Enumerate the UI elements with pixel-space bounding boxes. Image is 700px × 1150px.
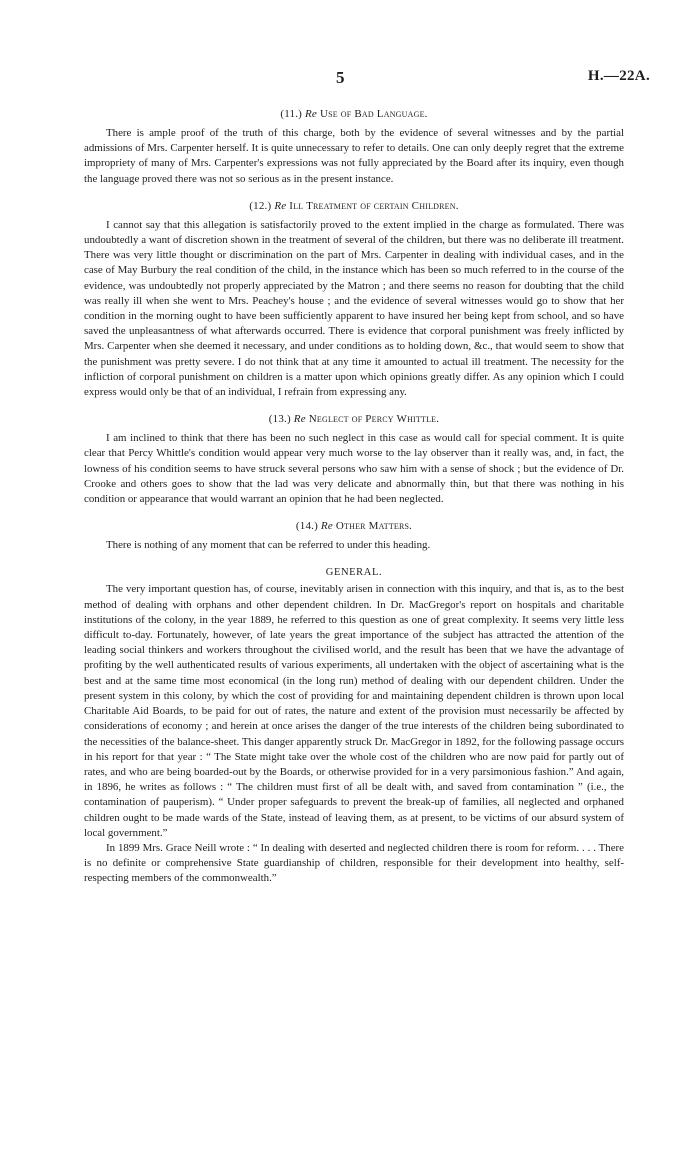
section-13 [84, 412, 624, 507]
section-heading: (12.) Re Ill Treatment of certain Children. [249, 199, 459, 212]
paragraph: There is ample proof of the truth of this charge, both by the evidence of several witnesses and by the partial admissions of Mrs. Carpenter herself. It is quite unnecessary to refer to details. One can only deeply regret that the extreme impropriety of many of Mrs. Carpenter's expressions was not fully appreciated by the Board after its inquiry, even though the language proved there was not so serious as in the present instance. [84, 127, 624, 185]
paragraph: In 1899 Mrs. Grace Neill wrote : “ In dealing with deserted and neglected children there is room for reform. . . . There is no definite or comprehensive State guardianship of children, responsible for their development into healthy, self-respecting members of the commonwealth.” [84, 841, 624, 885]
document-body [84, 107, 624, 887]
paragraph: I cannot say that this allegation is satisfactorily proved to the extent implied in the charge as formulated. There was undoubtedly a want of discretion shown in the treatment of several of the children, but there was no deliberate ill treatment. There was very little thought or discrimination on the part of Mrs. Carpenter in dealing with individual cases, and in the case of May Burbury the real condition of the child, in the instance which has been so much referred to in the course of the evidence, was undoubtedly not properly appreciated by the Matron ; and there seems no reason for doubting that the child was really ill when she went to Mrs. Peachey's house ; and the evidence of several witnesses would go to show that her condition in the morning ought to have been sufficiently apparent to have insured her being kept from school, and so have saved the unpleasantness of what afterwards occurred. There is evidence that corporal punishment was freely inflicted by Mrs. Carpenter when she deemed it necessary, and under conditions as to holding down, &c., that would seem to show that the punishment was pretty severe. I do not think that at any time it amounted to actual ill treatment. The necessity for the infliction of corporal punishment on children is a matter upon which opinions greatly differ. As any opinion which I could express would only be that of an individual, I refrain from expressing any. [84, 218, 624, 399]
document-reference: H.—22A. [587, 68, 650, 84]
section-heading: (11.) Re Use of Bad Language. [280, 108, 428, 120]
section-heading: (14.) Re Other Matters. [295, 520, 413, 533]
section-11 [84, 107, 624, 187]
section-12 [84, 199, 624, 400]
page-number: 5 [336, 68, 345, 87]
paragraph: I am inclined to think that there has been no such neglect in this case as would call for special comment. It is quite clear that Percy Whittle's condition would appear very much worse to the lay observer than it really was, and, in fact, the lowness of his condition seems to have struck several persons who saw him with a sense of shock ; but the evidence of Dr. Crooke and others goes to show that the lad was very delicate and abnormally thin, but that there was nothing in his condition or appearance that would warrant an opinion that he had been neglected. [84, 432, 624, 506]
page-header [0, 68, 700, 88]
section-general [84, 565, 624, 886]
paragraph: There is nothing of any moment that can be referred to under this heading. [106, 539, 431, 552]
section-14 [84, 519, 624, 553]
section-heading: (13.) Re Neglect of Percy Whittle. [268, 413, 440, 426]
section-heading: GENERAL. [325, 567, 383, 579]
paragraph: The very important question has, of course, inevitably arisen in connection with this inquiry, and that is, as to the best method of dealing with orphans and other dependent children. In Dr. MacGregor's report on hospitals and charitable institutions of the colony, in the year 1889, he referred to this question as one of great complexity. It seems very little less difficult to-day. Fortunately, however, of late years the great importance of the subject has attracted the attention of the leading social thinkers and workers throughout the civilised world, and the result has been that we have the advantage of profiting by the well authenticated results of various experiments, all undertaken with the object of ascertaining what is the best and at the same time most economical (in the long run) method of dealing with our dependent children. Under the present system in this colony, by which the cost of providing for and maintaining dependent children is thrown upon local Charitable Aid Boards, to be paid for out of rates, the nature and extent of the provision must necessarily be affected by considerations of economy ; and herein at once arises the danger of the true interests of the children being subordinated to the necessities of the balance-sheet. This danger apparently struck Dr. MacGregor in 1892, for the following passage occurs in his report for that year : “ The State might take over the whole cost of the children who are now paid for partly out of rates, and who are being boarded-out by the Boards, or otherwise provided for in a very parsimonious fashion.” And again, in 1896, he writes as follows : “ The children must first of all be dealt with, and saved from contamination ” (i.e., the contamination of pauperism). “ Under proper safeguards to prevent the break-up of families, all neglected and orphaned children ought to be made wards of the State, instead of leaving them, as at present, to be victims of our absurd system of local government.” [84, 583, 624, 839]
